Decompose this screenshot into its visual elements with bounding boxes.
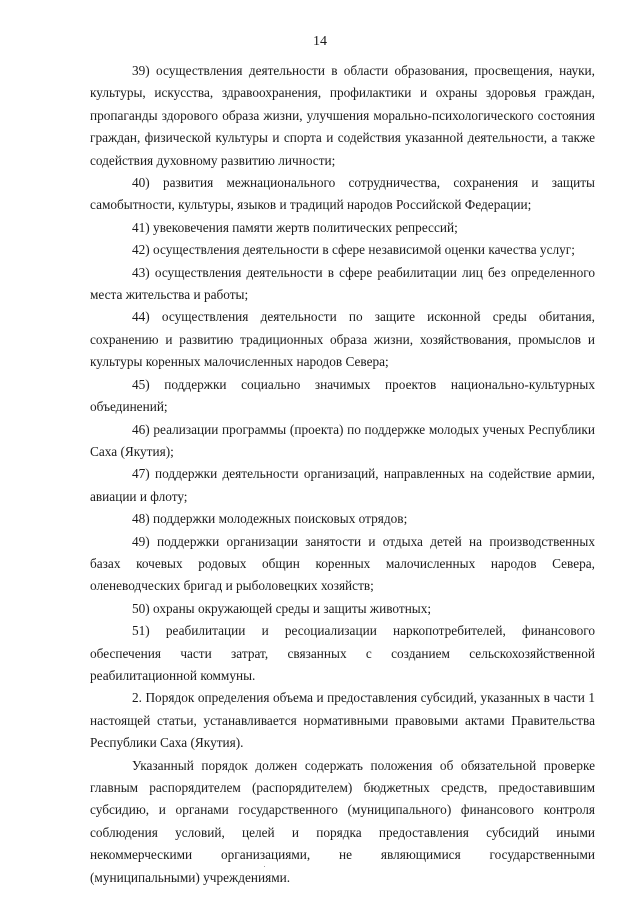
paragraph-43: 43) осуществления деятельности в сфере реабилитации лиц без определенного места жительства и работы; [90, 264, 595, 303]
document-body [90, 60, 595, 889]
scan-speck [264, 866, 265, 867]
paragraph-46: 46) реализации программы (проекта) по поддержке молодых ученых Республики Саха (Якутия); [90, 421, 595, 459]
paragraph-44: 44) осуществления деятельности по защите исконной среды обитания, сохранению и развитию традиционных образа жизни, хозяйствования, промыслов и культуры коренных малочисленных народов Севера; [90, 309, 595, 370]
paragraph-45: 45) поддержки социально значимых проектов национально-культурных объединений; [90, 376, 595, 415]
paragraph-50: 50) охраны окружающей среды и защиты животных; [132, 600, 432, 616]
paragraph-47: 47) поддержки деятельности организаций, направленных на содействие армии, авиации и флоту; [90, 466, 595, 504]
paragraph-part-2: 2. Порядок определения объема и предоставления субсидий, указанных в части 1 настоящей статьи, устанавливается нормативными правовыми актами Правительства Республики Саха (Якутия). [90, 690, 595, 751]
page-number: 14 [313, 34, 327, 49]
paragraph-40: 40) развития межнационального сотрудничества, сохранения и защиты самобытности, культуры, языков и традиций народов Российской Федерации; [90, 175, 595, 213]
paragraph-48: 48) поддержки молодежных поисковых отрядов; [132, 511, 408, 527]
paragraph-procedure-requirements: Указанный порядок должен содержать положения об обязательной проверке главным распорядителем (распорядителем) бюджетных средств, предоставившим субсидию, и органами государственного (муниципального) финансового контроля соблюдения условий, целей и порядка предоставления субсидий иными некоммерческими организациями, не являющимися государственными (муниципальными) учреждениями. [90, 757, 595, 885]
paragraph-42: 42) осуществления деятельности в сфере независимой оценки качества услуг; [132, 242, 575, 258]
paragraph-51: 51) реабилитации и ресоциализации наркопотребителей, финансового обеспечения части затрат, связанных с созданием сельскохозяйственной реабилитационной коммуны. [90, 623, 595, 683]
paragraph-41: 41) увековечения памяти жертв политических репрессий; [132, 219, 458, 235]
paragraph-39: 39) осуществления деятельности в области образования, просвещения, науки, культуры, искусства, здравоохранения, профилактики и охраны здоровья граждан, пропаганды здорового образа жизни, улучшения морально-психологического состояния граждан, физической культуры и спорта и содействия указанной деятельности, а также содействия духовному развитию личности; [90, 63, 595, 168]
paragraph-49: 49) поддержки организации занятости и отдыха детей на производственных базах кочевых родовых общин коренных малочисленных народов Севера, оленеводческих бригад и рыболовецких хозяйств; [90, 533, 595, 594]
